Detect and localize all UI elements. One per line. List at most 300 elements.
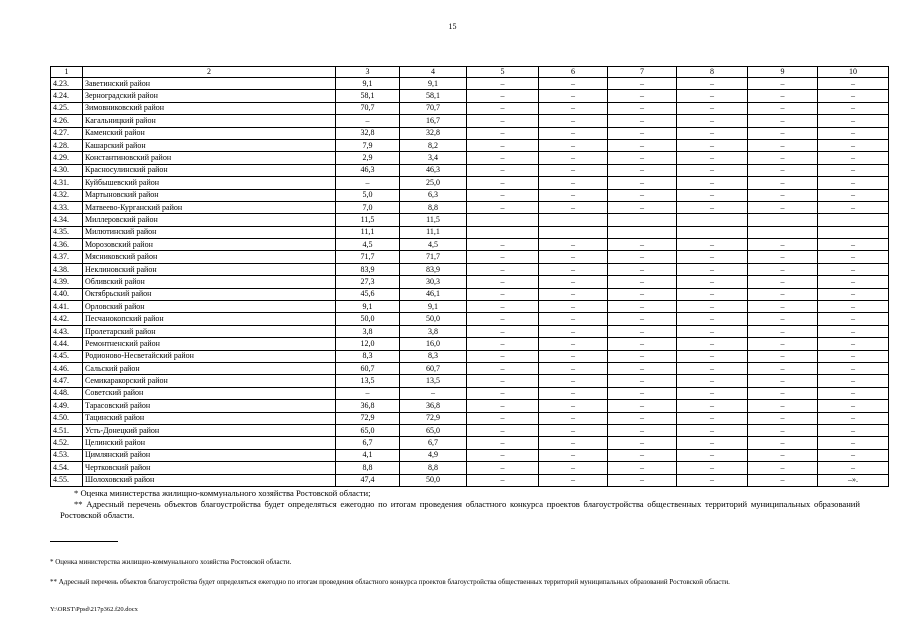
note-assessment: * Оценка министерства жилищно-коммунального хозяйства Ростовской области; xyxy=(74,488,371,498)
value-col6-cell xyxy=(539,226,608,238)
value-col5-cell xyxy=(467,214,539,226)
value-col5-cell: – xyxy=(467,288,539,300)
value-col6-cell: – xyxy=(539,313,608,325)
table-row xyxy=(51,449,889,461)
value-col3-cell: 13,5 xyxy=(336,375,400,387)
value-col6-cell: – xyxy=(539,276,608,288)
value-col10-cell: – xyxy=(818,139,889,151)
district-name-cell: Семикаракорский район xyxy=(83,375,336,387)
table-row xyxy=(51,214,889,226)
value-col10-cell: – xyxy=(818,201,889,213)
value-col4-cell: 8,3 xyxy=(400,350,467,362)
value-col3-cell: 9,1 xyxy=(336,78,400,90)
value-col8-cell: – xyxy=(677,189,748,201)
value-col3-cell: 27,3 xyxy=(336,276,400,288)
header-cell: 10 xyxy=(818,67,889,78)
value-col6-cell: – xyxy=(539,437,608,449)
value-col3-cell: 4,1 xyxy=(336,449,400,461)
value-col4-cell: 83,9 xyxy=(400,263,467,275)
value-col5-cell: – xyxy=(467,276,539,288)
value-col5-cell: – xyxy=(467,301,539,313)
value-col6-cell: – xyxy=(539,424,608,436)
row-number-cell: 4.41. xyxy=(51,301,83,313)
table-header-row xyxy=(51,67,889,78)
table-row xyxy=(51,350,889,362)
value-col8-cell: – xyxy=(677,350,748,362)
value-col9-cell: – xyxy=(748,375,818,387)
value-col8-cell: – xyxy=(677,301,748,313)
value-col9-cell: – xyxy=(748,338,818,350)
value-col3-cell: 46,3 xyxy=(336,164,400,176)
row-number-cell: 4.29. xyxy=(51,152,83,164)
header-cell: 8 xyxy=(677,67,748,78)
value-col9-cell: – xyxy=(748,387,818,399)
value-col5-cell: – xyxy=(467,449,539,461)
value-col6-cell: – xyxy=(539,338,608,350)
value-col7-cell xyxy=(608,214,677,226)
value-col8-cell xyxy=(677,214,748,226)
table-row xyxy=(51,90,889,102)
value-col8-cell: – xyxy=(677,263,748,275)
value-col4-cell: 65,0 xyxy=(400,424,467,436)
value-col9-cell: – xyxy=(748,424,818,436)
value-col10-cell: – xyxy=(818,350,889,362)
value-col9-cell: – xyxy=(748,164,818,176)
value-col8-cell: – xyxy=(677,115,748,127)
value-col10-cell: – xyxy=(818,102,889,114)
value-col10-cell: – xyxy=(818,239,889,251)
value-col7-cell: – xyxy=(608,387,677,399)
value-col10-cell: – xyxy=(818,462,889,474)
header-cell: 4 xyxy=(400,67,467,78)
value-col5-cell: – xyxy=(467,90,539,102)
value-col3-cell: – xyxy=(336,115,400,127)
district-name-cell: Мясниковский район xyxy=(83,251,336,263)
value-col4-cell: 13,5 xyxy=(400,375,467,387)
value-col8-cell: – xyxy=(677,325,748,337)
value-col9-cell: – xyxy=(748,474,818,486)
value-col6-cell: – xyxy=(539,239,608,251)
value-col7-cell: – xyxy=(608,164,677,176)
value-col7-cell: – xyxy=(608,239,677,251)
table-row xyxy=(51,424,889,436)
value-col10-cell: – xyxy=(818,387,889,399)
value-col7-cell: – xyxy=(608,152,677,164)
district-name-cell: Неклиновский район xyxy=(83,263,336,275)
value-col5-cell: – xyxy=(467,164,539,176)
district-name-cell: Морозовский район xyxy=(83,239,336,251)
value-col5-cell: – xyxy=(467,375,539,387)
value-col9-cell: – xyxy=(748,251,818,263)
table-row xyxy=(51,263,889,275)
value-col10-cell: – xyxy=(818,362,889,374)
value-col4-cell: 3,4 xyxy=(400,152,467,164)
value-col6-cell: – xyxy=(539,474,608,486)
value-col5-cell: – xyxy=(467,263,539,275)
value-col5-cell: – xyxy=(467,462,539,474)
value-col7-cell: – xyxy=(608,201,677,213)
value-col10-cell: – xyxy=(818,115,889,127)
value-col3-cell: 8,8 xyxy=(336,462,400,474)
row-number-cell: 4.50. xyxy=(51,412,83,424)
value-col9-cell: – xyxy=(748,412,818,424)
value-col3-cell: 58,1 xyxy=(336,90,400,102)
value-col6-cell: – xyxy=(539,449,608,461)
district-name-cell: Зимовниковский район xyxy=(83,102,336,114)
value-col5-cell: – xyxy=(467,102,539,114)
value-col10-cell: – xyxy=(818,164,889,176)
table-row xyxy=(51,276,889,288)
value-col9-cell: – xyxy=(748,201,818,213)
row-number-cell: 4.45. xyxy=(51,350,83,362)
value-col9-cell: – xyxy=(748,177,818,189)
value-col5-cell xyxy=(467,226,539,238)
value-col5-cell: – xyxy=(467,400,539,412)
footnote-1: * Оценка министерства жилищно-коммунального хозяйства Ростовской области. xyxy=(50,558,292,566)
value-col3-cell: 7,0 xyxy=(336,201,400,213)
page-number: 15 xyxy=(448,22,457,31)
district-name-cell: Песчанокопский район xyxy=(83,313,336,325)
value-col3-cell: 4,5 xyxy=(336,239,400,251)
value-col4-cell: 6,3 xyxy=(400,189,467,201)
table-row xyxy=(51,139,889,151)
value-col8-cell: – xyxy=(677,164,748,176)
value-col6-cell: – xyxy=(539,301,608,313)
district-name-cell: Чертковский район xyxy=(83,462,336,474)
value-col5-cell: – xyxy=(467,338,539,350)
row-number-cell: 4.34. xyxy=(51,214,83,226)
value-col8-cell: – xyxy=(677,313,748,325)
value-col8-cell: – xyxy=(677,362,748,374)
value-col7-cell: – xyxy=(608,462,677,474)
value-col4-cell: 72,9 xyxy=(400,412,467,424)
district-name-cell: Сальский район xyxy=(83,362,336,374)
value-col7-cell xyxy=(608,226,677,238)
row-number-cell: 4.26. xyxy=(51,115,83,127)
value-col6-cell: – xyxy=(539,102,608,114)
value-col4-cell: 70,7 xyxy=(400,102,467,114)
header-cell: 3 xyxy=(336,67,400,78)
value-col4-cell: 36,8 xyxy=(400,400,467,412)
value-col10-cell: – xyxy=(818,325,889,337)
value-col7-cell: – xyxy=(608,325,677,337)
value-col4-cell: 11,5 xyxy=(400,214,467,226)
table-row xyxy=(51,362,889,374)
value-col8-cell: – xyxy=(677,437,748,449)
row-number-cell: 4.39. xyxy=(51,276,83,288)
row-number-cell: 4.53. xyxy=(51,449,83,461)
value-col5-cell: – xyxy=(467,437,539,449)
value-col10-cell: – xyxy=(818,78,889,90)
district-name-cell: Родионово-Несветайский район xyxy=(83,350,336,362)
district-name-cell: Усть-Донецкий район xyxy=(83,424,336,436)
header-cell: 7 xyxy=(608,67,677,78)
value-col6-cell: – xyxy=(539,127,608,139)
value-col5-cell: – xyxy=(467,127,539,139)
value-col9-cell: – xyxy=(748,325,818,337)
row-number-cell: 4.55. xyxy=(51,474,83,486)
value-col5-cell: – xyxy=(467,412,539,424)
table-row xyxy=(51,313,889,325)
value-col5-cell: – xyxy=(467,152,539,164)
value-col9-cell: – xyxy=(748,437,818,449)
district-name-cell: Октябрьский район xyxy=(83,288,336,300)
value-col6-cell: – xyxy=(539,387,608,399)
district-name-cell: Зерноградский район xyxy=(83,90,336,102)
value-col9-cell: – xyxy=(748,189,818,201)
value-col5-cell: – xyxy=(467,177,539,189)
district-name-cell: Заветинский район xyxy=(83,78,336,90)
value-col7-cell: – xyxy=(608,288,677,300)
table-row xyxy=(51,115,889,127)
value-col4-cell: 6,7 xyxy=(400,437,467,449)
value-col6-cell: – xyxy=(539,251,608,263)
value-col8-cell: – xyxy=(677,412,748,424)
value-col10-cell: – xyxy=(818,251,889,263)
district-name-cell: Матвеево-Курганский район xyxy=(83,201,336,213)
value-col3-cell: 45,6 xyxy=(336,288,400,300)
value-col5-cell: – xyxy=(467,78,539,90)
value-col7-cell: – xyxy=(608,189,677,201)
value-col8-cell: – xyxy=(677,139,748,151)
row-number-cell: 4.40. xyxy=(51,288,83,300)
value-col4-cell: 46,1 xyxy=(400,288,467,300)
value-col8-cell: – xyxy=(677,375,748,387)
value-col4-cell: 32,8 xyxy=(400,127,467,139)
value-col6-cell: – xyxy=(539,164,608,176)
value-col9-cell: – xyxy=(748,462,818,474)
value-col3-cell: 72,9 xyxy=(336,412,400,424)
footnote-2: ** Адресный перечень объектов благоустройства будет определяться ежегодно по итогам проведения областного конкурса проектов благоустройства общественных территорий муниципальных образований Ростовской области. xyxy=(50,578,730,586)
district-name-cell: Пролетарский район xyxy=(83,325,336,337)
table-row xyxy=(51,177,889,189)
value-col4-cell: – xyxy=(400,387,467,399)
value-col6-cell: – xyxy=(539,462,608,474)
value-col8-cell: – xyxy=(677,276,748,288)
value-col3-cell: 11,1 xyxy=(336,226,400,238)
file-path: Y:\ORST\Ppsd\217p362.f20.docx xyxy=(50,606,138,613)
value-col8-cell: – xyxy=(677,127,748,139)
district-name-cell: Мартыновский район xyxy=(83,189,336,201)
value-col9-cell: – xyxy=(748,78,818,90)
footnote-separator xyxy=(50,541,118,542)
value-col10-cell: – xyxy=(818,375,889,387)
value-col7-cell: – xyxy=(608,313,677,325)
value-col5-cell: – xyxy=(467,362,539,374)
row-number-cell: 4.47. xyxy=(51,375,83,387)
value-col4-cell: 11,1 xyxy=(400,226,467,238)
value-col10-cell: – xyxy=(818,189,889,201)
value-col5-cell: – xyxy=(467,313,539,325)
row-number-cell: 4.43. xyxy=(51,325,83,337)
value-col9-cell: – xyxy=(748,276,818,288)
value-col4-cell: 9,1 xyxy=(400,78,467,90)
row-number-cell: 4.35. xyxy=(51,226,83,238)
value-col10-cell: – xyxy=(818,177,889,189)
value-col10-cell xyxy=(818,226,889,238)
district-name-cell: Цимлянский район xyxy=(83,449,336,461)
value-col6-cell: – xyxy=(539,288,608,300)
value-col3-cell: 8,3 xyxy=(336,350,400,362)
row-number-cell: 4.30. xyxy=(51,164,83,176)
value-col7-cell: – xyxy=(608,375,677,387)
district-name-cell: Красносулинский район xyxy=(83,164,336,176)
district-name-cell: Тацинский район xyxy=(83,412,336,424)
value-col9-cell xyxy=(748,226,818,238)
value-col6-cell: – xyxy=(539,375,608,387)
table-row xyxy=(51,189,889,201)
value-col7-cell: – xyxy=(608,177,677,189)
district-name-cell: Советский район xyxy=(83,387,336,399)
table-row xyxy=(51,102,889,114)
value-col10-cell: – xyxy=(818,301,889,313)
value-col5-cell: – xyxy=(467,350,539,362)
value-col10-cell: – xyxy=(818,152,889,164)
value-col4-cell: 8,8 xyxy=(400,462,467,474)
value-col7-cell: – xyxy=(608,449,677,461)
value-col4-cell: 4,5 xyxy=(400,239,467,251)
value-col6-cell: – xyxy=(539,400,608,412)
value-col9-cell: – xyxy=(748,152,818,164)
value-col9-cell xyxy=(748,214,818,226)
value-col4-cell: 8,2 xyxy=(400,139,467,151)
value-col9-cell: – xyxy=(748,115,818,127)
value-col7-cell: – xyxy=(608,276,677,288)
table-row xyxy=(51,164,889,176)
value-col6-cell: – xyxy=(539,412,608,424)
value-col4-cell: 16,0 xyxy=(400,338,467,350)
value-col6-cell: – xyxy=(539,350,608,362)
value-col10-cell: – xyxy=(818,288,889,300)
value-col9-cell: – xyxy=(748,350,818,362)
value-col5-cell: – xyxy=(467,424,539,436)
table-row xyxy=(51,201,889,213)
table-row xyxy=(51,288,889,300)
row-number-cell: 4.36. xyxy=(51,239,83,251)
row-number-cell: 4.28. xyxy=(51,139,83,151)
value-col9-cell: – xyxy=(748,139,818,151)
value-col3-cell: 70,7 xyxy=(336,102,400,114)
value-col4-cell: 50,0 xyxy=(400,313,467,325)
value-col7-cell: – xyxy=(608,338,677,350)
value-col4-cell: 58,1 xyxy=(400,90,467,102)
value-col7-cell: – xyxy=(608,251,677,263)
value-col8-cell: – xyxy=(677,177,748,189)
value-col8-cell: – xyxy=(677,338,748,350)
value-col8-cell: – xyxy=(677,152,748,164)
district-name-cell: Кагальницкий район xyxy=(83,115,336,127)
value-col6-cell: – xyxy=(539,152,608,164)
header-cell: 6 xyxy=(539,67,608,78)
value-col9-cell: – xyxy=(748,102,818,114)
value-col6-cell: – xyxy=(539,325,608,337)
value-col4-cell: 50,0 xyxy=(400,474,467,486)
value-col3-cell: 11,5 xyxy=(336,214,400,226)
value-col7-cell: – xyxy=(608,400,677,412)
notes xyxy=(60,488,860,521)
value-col9-cell: – xyxy=(748,263,818,275)
table-row xyxy=(51,375,889,387)
value-col10-cell: – xyxy=(818,90,889,102)
value-col8-cell: – xyxy=(677,90,748,102)
value-col6-cell: – xyxy=(539,201,608,213)
value-col10-cell: – xyxy=(818,263,889,275)
header-cell: 9 xyxy=(748,67,818,78)
value-col8-cell: – xyxy=(677,424,748,436)
table-row xyxy=(51,251,889,263)
value-col10-cell: – xyxy=(818,449,889,461)
district-name-cell: Целинский район xyxy=(83,437,336,449)
table-row xyxy=(51,127,889,139)
value-col10-cell: – xyxy=(818,127,889,139)
value-col5-cell: – xyxy=(467,201,539,213)
value-col9-cell: – xyxy=(748,449,818,461)
table-row xyxy=(51,226,889,238)
row-number-cell: 4.42. xyxy=(51,313,83,325)
header-cell: 1 xyxy=(51,67,83,78)
value-col8-cell: – xyxy=(677,251,748,263)
value-col10-cell: – xyxy=(818,437,889,449)
district-name-cell: Миллеровский район xyxy=(83,214,336,226)
header-cell: 5 xyxy=(467,67,539,78)
value-col10-cell: –». xyxy=(818,474,889,486)
row-number-cell: 4.25. xyxy=(51,102,83,114)
value-col5-cell: – xyxy=(467,325,539,337)
value-col8-cell: – xyxy=(677,288,748,300)
value-col3-cell: 5,0 xyxy=(336,189,400,201)
value-col8-cell: – xyxy=(677,78,748,90)
value-col8-cell: – xyxy=(677,102,748,114)
value-col3-cell: 47,4 xyxy=(336,474,400,486)
row-number-cell: 4.49. xyxy=(51,400,83,412)
value-col3-cell: 65,0 xyxy=(336,424,400,436)
row-number-cell: 4.23. xyxy=(51,78,83,90)
value-col4-cell: 60,7 xyxy=(400,362,467,374)
row-number-cell: 4.54. xyxy=(51,462,83,474)
row-number-cell: 4.52. xyxy=(51,437,83,449)
row-number-cell: 4.31. xyxy=(51,177,83,189)
row-number-cell: 4.32. xyxy=(51,189,83,201)
table-row xyxy=(51,462,889,474)
value-col6-cell xyxy=(539,214,608,226)
value-col4-cell: 3,8 xyxy=(400,325,467,337)
value-col7-cell: – xyxy=(608,263,677,275)
value-col3-cell: – xyxy=(336,177,400,189)
district-name-cell: Шолоховский район xyxy=(83,474,336,486)
value-col9-cell: – xyxy=(748,288,818,300)
value-col4-cell: 16,7 xyxy=(400,115,467,127)
value-col8-cell: – xyxy=(677,239,748,251)
table-row xyxy=(51,412,889,424)
value-col7-cell: – xyxy=(608,424,677,436)
value-col3-cell: 9,1 xyxy=(336,301,400,313)
value-col7-cell: – xyxy=(608,412,677,424)
value-col8-cell: – xyxy=(677,462,748,474)
value-col9-cell: – xyxy=(748,90,818,102)
value-col3-cell: 71,7 xyxy=(336,251,400,263)
district-name-cell: Милютинский район xyxy=(83,226,336,238)
value-col5-cell: – xyxy=(467,239,539,251)
value-col3-cell: 36,8 xyxy=(336,400,400,412)
value-col7-cell: – xyxy=(608,350,677,362)
value-col6-cell: – xyxy=(539,90,608,102)
value-col9-cell: – xyxy=(748,301,818,313)
row-number-cell: 4.46. xyxy=(51,362,83,374)
value-col8-cell: – xyxy=(677,449,748,461)
value-col3-cell: 12,0 xyxy=(336,338,400,350)
value-col3-cell: 32,8 xyxy=(336,127,400,139)
value-col8-cell: – xyxy=(677,387,748,399)
